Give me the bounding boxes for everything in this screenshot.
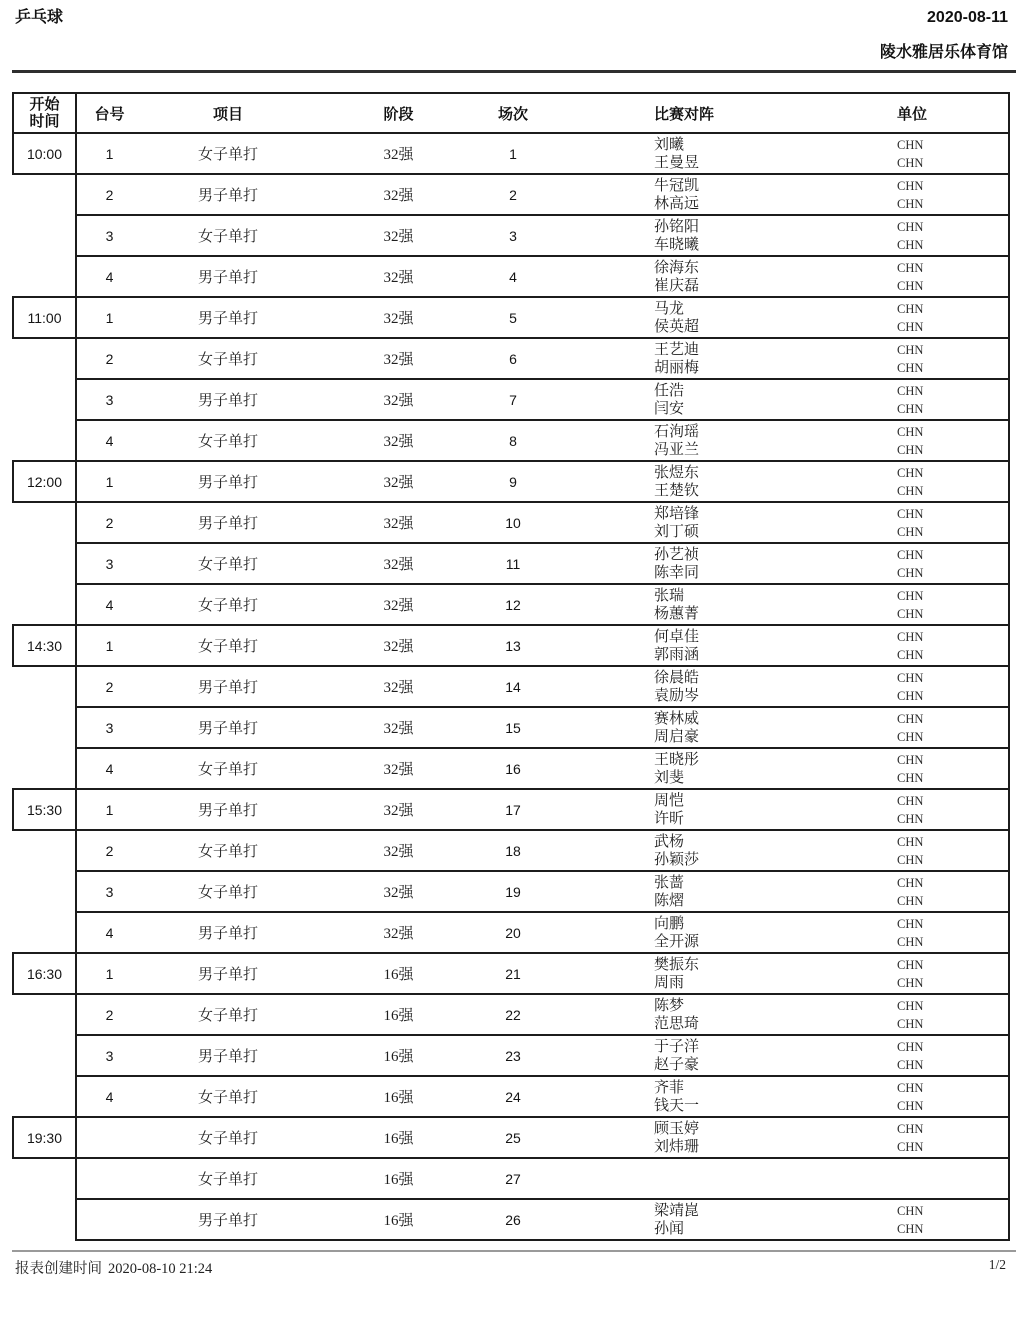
schedule-row — [13, 215, 1009, 256]
schedule-row — [13, 1199, 1009, 1240]
schedule-row — [13, 502, 1009, 543]
table-no-cell: 3 — [76, 707, 142, 748]
unit-cell: CHN CHN — [881, 789, 1009, 830]
unit-cell: CHN CHN — [881, 215, 1009, 256]
matchup-cell: 任浩 闫安 — [543, 379, 881, 420]
schedule-row — [13, 420, 1009, 461]
unit-cell: CHN CHN — [881, 461, 1009, 502]
table-no-cell — [76, 1158, 142, 1199]
schedule-row — [13, 256, 1009, 297]
table-no-cell: 3 — [76, 215, 142, 256]
start-time-spacer — [13, 502, 76, 625]
matchup-cell — [543, 1158, 881, 1199]
start-time-cell: 16:30 — [13, 953, 76, 994]
schedule-row — [13, 1158, 1009, 1199]
stage-cell: 16强 — [314, 953, 483, 994]
unit-cell: CHN CHN — [881, 420, 1009, 461]
match-no-cell: 18 — [483, 830, 543, 871]
stage-cell: 32强 — [314, 543, 483, 584]
event-cell: 女子单打 — [142, 871, 314, 912]
venue-name: 陵水雅居乐体育馆 — [879, 44, 1008, 61]
matchup-cell: 于子洋 赵子豪 — [543, 1035, 881, 1076]
event-cell: 男子单打 — [142, 461, 314, 502]
stage-cell: 16强 — [314, 1035, 483, 1076]
event-cell: 女子单打 — [142, 133, 314, 174]
stage-cell: 32强 — [314, 256, 483, 297]
sport-title: 乒乓球 — [15, 9, 64, 26]
title-bar — [12, 8, 1016, 63]
table-no-cell: 3 — [76, 1035, 142, 1076]
match-no-cell: 21 — [483, 953, 543, 994]
matchup-cell: 孙艺祯 陈幸同 — [543, 543, 881, 584]
start-time-spacer — [13, 666, 76, 789]
schedule-row — [13, 953, 1009, 994]
table-no-cell: 4 — [76, 584, 142, 625]
event-cell: 男子单打 — [142, 297, 314, 338]
event-cell: 男子单打 — [142, 379, 314, 420]
match-no-cell: 9 — [483, 461, 543, 502]
match-no-cell: 12 — [483, 584, 543, 625]
matchup-cell: 齐菲 钱天一 — [543, 1076, 881, 1117]
report-date: 2020-08-11 — [927, 9, 1008, 26]
match-no-cell: 10 — [483, 502, 543, 543]
footer — [12, 1257, 1016, 1278]
match-no-cell: 22 — [483, 994, 543, 1035]
schedule-row — [13, 174, 1009, 215]
stage-cell: 32强 — [314, 912, 483, 953]
footer-divider — [12, 1250, 1016, 1252]
unit-cell: CHN CHN — [881, 994, 1009, 1035]
match-no-cell: 23 — [483, 1035, 543, 1076]
matchup-cell: 孙铭阳 车晓曦 — [543, 215, 881, 256]
created-value: 2020-08-10 21:24 — [108, 1261, 213, 1277]
matchup-cell: 梁靖崑 孙闻 — [543, 1199, 881, 1240]
event-cell: 女子单打 — [142, 420, 314, 461]
table-no-cell: 1 — [76, 789, 142, 830]
schedule-row — [13, 912, 1009, 953]
matchup-cell: 樊振东 周雨 — [543, 953, 881, 994]
event-cell: 男子单打 — [142, 174, 314, 215]
event-cell: 女子单打 — [142, 1117, 314, 1158]
start-time-cell: 10:00 — [13, 133, 76, 174]
matchup-cell: 陈梦 范思琦 — [543, 994, 881, 1035]
schedule-row — [13, 297, 1009, 338]
col-header-table-no: 台号 — [76, 93, 142, 133]
report-created-time — [12, 1257, 212, 1278]
matchup-cell: 张煜东 王楚钦 — [543, 461, 881, 502]
schedule-row — [13, 1076, 1009, 1117]
event-cell: 女子单打 — [142, 1076, 314, 1117]
stage-cell: 32强 — [314, 625, 483, 666]
unit-cell: CHN CHN — [881, 133, 1009, 174]
event-cell: 女子单打 — [142, 584, 314, 625]
table-no-cell: 3 — [76, 543, 142, 584]
table-no-cell: 4 — [76, 748, 142, 789]
schedule-row — [13, 666, 1009, 707]
table-no-cell: 2 — [76, 174, 142, 215]
table-no-cell: 4 — [76, 256, 142, 297]
table-no-cell: 2 — [76, 666, 142, 707]
start-time-spacer — [13, 1158, 76, 1240]
matchup-cell: 武杨 孙颖莎 — [543, 830, 881, 871]
match-no-cell: 11 — [483, 543, 543, 584]
matchup-cell: 向鹏 全开源 — [543, 912, 881, 953]
unit-cell: CHN CHN — [881, 543, 1009, 584]
matchup-cell: 顾玉婷 刘炜珊 — [543, 1117, 881, 1158]
event-cell: 女子单打 — [142, 1158, 314, 1199]
schedule-row — [13, 1117, 1009, 1158]
unit-cell: CHN CHN — [881, 1035, 1009, 1076]
unit-cell: CHN CHN — [881, 912, 1009, 953]
event-cell: 女子单打 — [142, 625, 314, 666]
match-no-cell: 13 — [483, 625, 543, 666]
unit-cell: CHN CHN — [881, 1076, 1009, 1117]
unit-cell: CHN CHN — [881, 256, 1009, 297]
matchup-cell: 徐海东 崔庆磊 — [543, 256, 881, 297]
event-cell: 男子单打 — [142, 1199, 314, 1240]
stage-cell: 32强 — [314, 666, 483, 707]
event-cell: 男子单打 — [142, 256, 314, 297]
start-time-spacer — [13, 338, 76, 461]
stage-cell: 16强 — [314, 1076, 483, 1117]
event-cell: 女子单打 — [142, 994, 314, 1035]
table-no-cell: 2 — [76, 502, 142, 543]
stage-cell: 32强 — [314, 297, 483, 338]
stage-cell: 32强 — [314, 830, 483, 871]
match-no-cell: 15 — [483, 707, 543, 748]
unit-cell: CHN CHN — [881, 871, 1009, 912]
unit-cell: CHN CHN — [881, 174, 1009, 215]
unit-cell: CHN CHN — [881, 707, 1009, 748]
table-no-cell — [76, 1199, 142, 1240]
match-no-cell: 2 — [483, 174, 543, 215]
table-no-cell: 1 — [76, 461, 142, 502]
match-no-cell: 25 — [483, 1117, 543, 1158]
title-right-block — [880, 8, 1016, 63]
unit-cell: CHN CHN — [881, 1199, 1009, 1240]
stage-cell: 32强 — [314, 338, 483, 379]
schedule-row — [13, 789, 1009, 830]
match-no-cell: 16 — [483, 748, 543, 789]
stage-cell: 32强 — [314, 748, 483, 789]
page-number: 1/2 — [988, 1257, 1006, 1272]
schedule-row — [13, 133, 1009, 174]
schedule-row — [13, 871, 1009, 912]
unit-cell: CHN CHN — [881, 502, 1009, 543]
unit-cell: CHN CHN — [881, 666, 1009, 707]
schedule-row — [13, 461, 1009, 502]
stage-cell: 32强 — [314, 174, 483, 215]
col-header-stage: 阶段 — [314, 93, 483, 133]
event-cell: 男子单打 — [142, 666, 314, 707]
stage-cell: 32强 — [314, 461, 483, 502]
table-no-cell: 1 — [76, 953, 142, 994]
event-cell: 女子单打 — [142, 748, 314, 789]
start-time-spacer — [13, 994, 76, 1117]
table-no-cell: 3 — [76, 871, 142, 912]
match-no-cell: 26 — [483, 1199, 543, 1240]
table-no-cell: 2 — [76, 338, 142, 379]
match-no-cell: 17 — [483, 789, 543, 830]
start-time-cell: 15:30 — [13, 789, 76, 830]
matchup-cell: 张蔷 陈熠 — [543, 871, 881, 912]
start-time-spacer — [13, 174, 76, 297]
col-header-start-time: 开始时间 — [13, 93, 76, 133]
event-cell: 男子单打 — [142, 707, 314, 748]
table-no-cell: 1 — [76, 625, 142, 666]
col-header-matchup: 比赛对阵 — [543, 93, 881, 133]
event-cell: 男子单打 — [142, 912, 314, 953]
event-cell: 女子单打 — [142, 215, 314, 256]
match-no-cell: 20 — [483, 912, 543, 953]
schedule-row — [13, 748, 1009, 789]
stage-cell: 32强 — [314, 420, 483, 461]
schedule-row — [13, 1035, 1009, 1076]
match-no-cell: 19 — [483, 871, 543, 912]
match-no-cell: 5 — [483, 297, 543, 338]
schedule-row — [13, 830, 1009, 871]
stage-cell: 16强 — [314, 1117, 483, 1158]
matchup-cell: 徐晨皓 袁励岑 — [543, 666, 881, 707]
stage-cell: 32强 — [314, 215, 483, 256]
header-row — [13, 93, 1009, 133]
start-time-cell: 19:30 — [13, 1117, 76, 1158]
stage-cell: 16强 — [314, 994, 483, 1035]
match-no-cell: 24 — [483, 1076, 543, 1117]
schedule-row — [13, 707, 1009, 748]
matchup-cell: 马龙 侯英超 — [543, 297, 881, 338]
stage-cell: 32强 — [314, 584, 483, 625]
table-no-cell: 4 — [76, 1076, 142, 1117]
match-no-cell: 27 — [483, 1158, 543, 1199]
stage-cell: 16强 — [314, 1158, 483, 1199]
match-no-cell: 7 — [483, 379, 543, 420]
stage-cell: 32强 — [314, 789, 483, 830]
event-cell: 男子单打 — [142, 502, 314, 543]
title-divider — [12, 70, 1016, 73]
event-cell: 男子单打 — [142, 1035, 314, 1076]
event-cell: 女子单打 — [142, 830, 314, 871]
unit-cell: CHN CHN — [881, 297, 1009, 338]
match-no-cell: 8 — [483, 420, 543, 461]
schedule-row — [13, 338, 1009, 379]
stage-cell: 32强 — [314, 871, 483, 912]
start-time-cell: 14:30 — [13, 625, 76, 666]
table-no-cell: 3 — [76, 379, 142, 420]
matchup-cell: 王艺迪 胡丽梅 — [543, 338, 881, 379]
unit-cell: CHN CHN — [881, 625, 1009, 666]
matchup-cell: 刘曦 王曼昱 — [543, 133, 881, 174]
schedule-row — [13, 584, 1009, 625]
match-no-cell: 4 — [483, 256, 543, 297]
created-label: 报表创建时间 — [15, 1261, 102, 1277]
col-header-match-no: 场次 — [483, 93, 543, 133]
match-no-cell: 6 — [483, 338, 543, 379]
schedule-row — [13, 625, 1009, 666]
unit-cell: CHN CHN — [881, 830, 1009, 871]
table-no-cell: 2 — [76, 830, 142, 871]
stage-cell: 32强 — [314, 502, 483, 543]
schedule-row — [13, 543, 1009, 584]
schedule-table-body — [13, 133, 1009, 1240]
matchup-cell: 何卓佳 郭雨涵 — [543, 625, 881, 666]
unit-cell: CHN CHN — [881, 338, 1009, 379]
table-no-cell: 1 — [76, 133, 142, 174]
unit-cell — [881, 1158, 1009, 1199]
matchup-cell: 周恺 许昕 — [543, 789, 881, 830]
event-cell: 女子单打 — [142, 338, 314, 379]
stage-cell: 32强 — [314, 379, 483, 420]
schedule-row — [13, 994, 1009, 1035]
unit-cell: CHN CHN — [881, 584, 1009, 625]
matchup-cell: 赛林威 周启豪 — [543, 707, 881, 748]
table-no-cell: 4 — [76, 912, 142, 953]
col-header-event: 项目 — [142, 93, 314, 133]
unit-cell: CHN CHN — [881, 748, 1009, 789]
stage-cell: 16强 — [314, 1199, 483, 1240]
matchup-cell: 郑培锋 刘丁硕 — [543, 502, 881, 543]
matchup-cell: 石洵瑶 冯亚兰 — [543, 420, 881, 461]
unit-cell: CHN CHN — [881, 379, 1009, 420]
event-cell: 男子单打 — [142, 789, 314, 830]
matchup-cell: 王晓彤 刘斐 — [543, 748, 881, 789]
matchup-cell: 牛冠凯 林高远 — [543, 174, 881, 215]
matchup-cell: 张瑞 杨蕙菁 — [543, 584, 881, 625]
event-cell: 女子单打 — [142, 543, 314, 584]
unit-cell: CHN CHN — [881, 953, 1009, 994]
start-time-cell: 11:00 — [13, 297, 76, 338]
stage-cell: 32强 — [314, 707, 483, 748]
match-no-cell: 14 — [483, 666, 543, 707]
col-header-unit: 单位 — [881, 93, 1009, 133]
match-no-cell: 3 — [483, 215, 543, 256]
schedule-table — [12, 92, 1010, 1241]
start-time-cell: 12:00 — [13, 461, 76, 502]
schedule-row — [13, 379, 1009, 420]
table-no-cell: 4 — [76, 420, 142, 461]
match-no-cell: 1 — [483, 133, 543, 174]
event-cell: 男子单打 — [142, 953, 314, 994]
table-no-cell — [76, 1117, 142, 1158]
table-no-cell: 1 — [76, 297, 142, 338]
stage-cell: 32强 — [314, 133, 483, 174]
unit-cell: CHN CHN — [881, 1117, 1009, 1158]
table-no-cell: 2 — [76, 994, 142, 1035]
start-time-spacer — [13, 830, 76, 953]
